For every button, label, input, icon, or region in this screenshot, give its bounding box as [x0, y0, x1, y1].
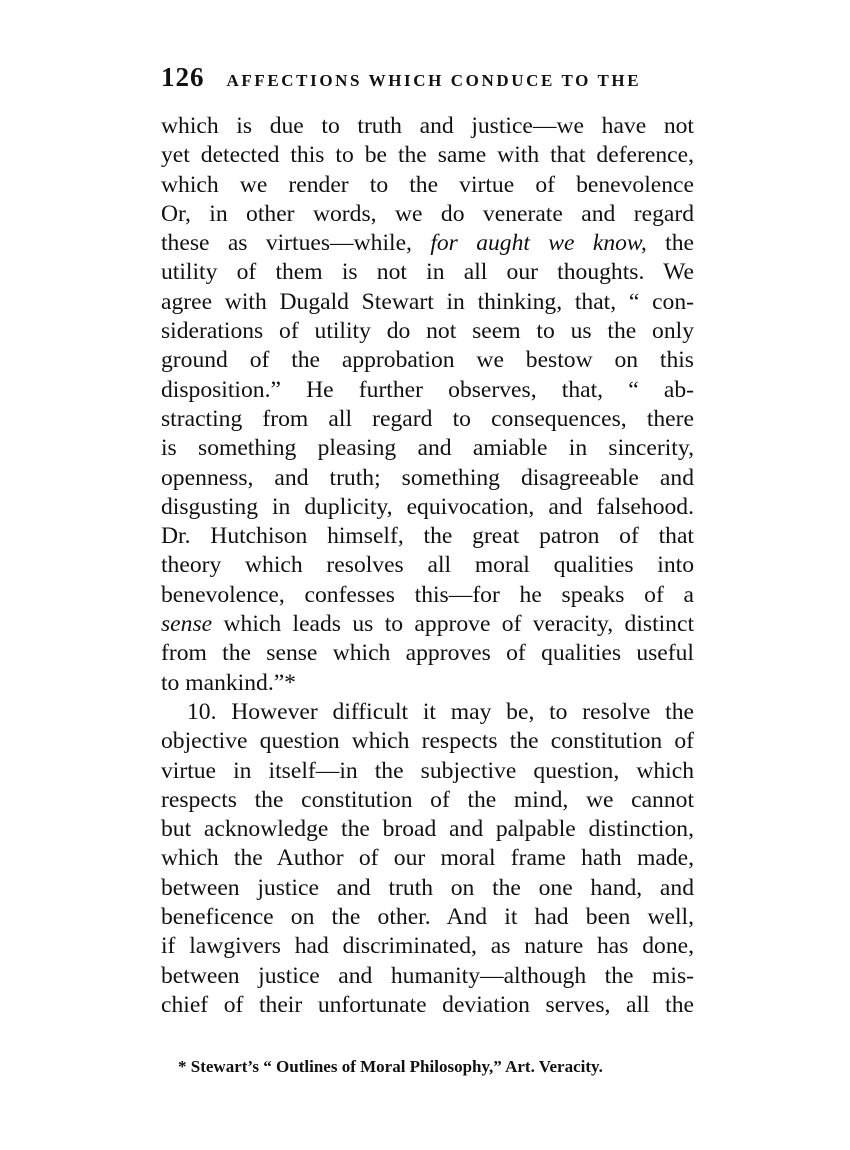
text-line	[161, 551, 694, 580]
text-line	[161, 757, 694, 786]
text-line	[161, 581, 694, 610]
text-line	[161, 962, 694, 991]
page-number: 126	[161, 62, 205, 92]
text-line	[161, 639, 694, 668]
text-segment: but acknowledge the broad and palpable distinction,	[161, 816, 694, 843]
text-line	[161, 844, 694, 873]
text-segment: objective question which respects the constitution of	[161, 728, 694, 755]
text-line	[161, 288, 694, 317]
text-segment: benevolence, confesses this—for he speaks of a	[161, 581, 694, 608]
text-segment: theory which resolves all moral qualities into	[161, 552, 694, 579]
running-head-title: AFFECTIONS WHICH CONDUCE TO THE	[226, 71, 642, 90]
text-line	[161, 464, 694, 493]
text-segment: Or, in other words, we do venerate and regard	[161, 200, 694, 227]
text-line	[161, 903, 694, 932]
text-line	[161, 522, 694, 551]
text-line	[161, 727, 694, 756]
body-text	[161, 112, 694, 1020]
text-segment: between justice and truth on the one hand, and	[161, 874, 694, 901]
running-head	[161, 62, 701, 92]
text-segment: to mankind.”*	[161, 669, 296, 696]
text-segment: which is due to truth and justice—we have not	[161, 113, 694, 139]
text-segment: chief of their unfortunate deviation serves, all the	[161, 991, 694, 1018]
text-line	[161, 493, 694, 522]
text-segment: the	[646, 230, 694, 257]
text-line	[161, 346, 694, 375]
italic-text: sense	[161, 611, 213, 638]
text-line	[161, 610, 694, 639]
text-line	[161, 229, 694, 258]
text-segment: disposition.” He further observes, that, “ ab-	[161, 376, 694, 403]
text-line	[161, 932, 694, 961]
text-line	[161, 405, 694, 434]
text-segment: agree with Dugald Stewart in thinking, that, “ con-	[161, 288, 694, 315]
text-segment: utility of them is not in all our thoughts. We	[161, 259, 694, 286]
text-line	[161, 376, 694, 405]
text-segment: ground of the approbation we bestow on this	[161, 347, 694, 374]
text-line	[161, 141, 694, 170]
text-segment: siderations of utility do not seem to us the only	[161, 318, 694, 345]
text-line	[161, 698, 694, 727]
text-segment: is something pleasing and amiable in sincerity,	[161, 435, 694, 462]
text-segment: which we render to the virtue of benevolence	[161, 171, 694, 198]
text-segment: between justice and humanity—although the mis-	[161, 962, 694, 989]
text-segment: which the Author of our moral frame hath made,	[161, 845, 694, 872]
text-segment: these as virtues—while,	[161, 230, 431, 257]
text-segment: 10. However difficult it may be, to resolve the	[187, 698, 694, 725]
text-line	[161, 317, 694, 346]
text-segment: openness, and truth; something disagreeable and	[161, 464, 694, 491]
text-segment: respects the constitution of the mind, we cannot	[161, 786, 694, 813]
text-line	[161, 258, 694, 287]
text-segment: if lawgivers had discriminated, as nature has done,	[161, 933, 694, 960]
text-segment: stracting from all regard to consequences, there	[161, 405, 694, 432]
text-line	[161, 669, 694, 698]
text-segment: Dr. Hutchison himself, the great patron of that	[161, 523, 694, 550]
text-line	[161, 874, 694, 903]
text-segment: beneficence on the other. And it had been well,	[161, 904, 694, 931]
text-segment: virtue in itself—in the subjective question, which	[161, 757, 694, 784]
text-line	[161, 112, 694, 141]
text-segment: which leads us to approve of veracity, distinct	[212, 611, 694, 638]
footnote: * Stewart’s “ Outlines of Moral Philosophy,” Art. Veracity.	[178, 1057, 603, 1076]
text-segment: from the sense which approves of qualities useful	[161, 640, 694, 667]
text-segment: yet detected this to be the same with that deference,	[161, 142, 694, 169]
text-line	[161, 200, 694, 229]
italic-text: for aught we know,	[430, 230, 647, 257]
text-line	[161, 434, 694, 463]
text-segment: disgusting in duplicity, equivocation, and falsehood.	[161, 493, 694, 520]
text-line	[161, 815, 694, 844]
text-line	[161, 171, 694, 200]
text-line	[161, 991, 694, 1020]
text-line	[161, 786, 694, 815]
